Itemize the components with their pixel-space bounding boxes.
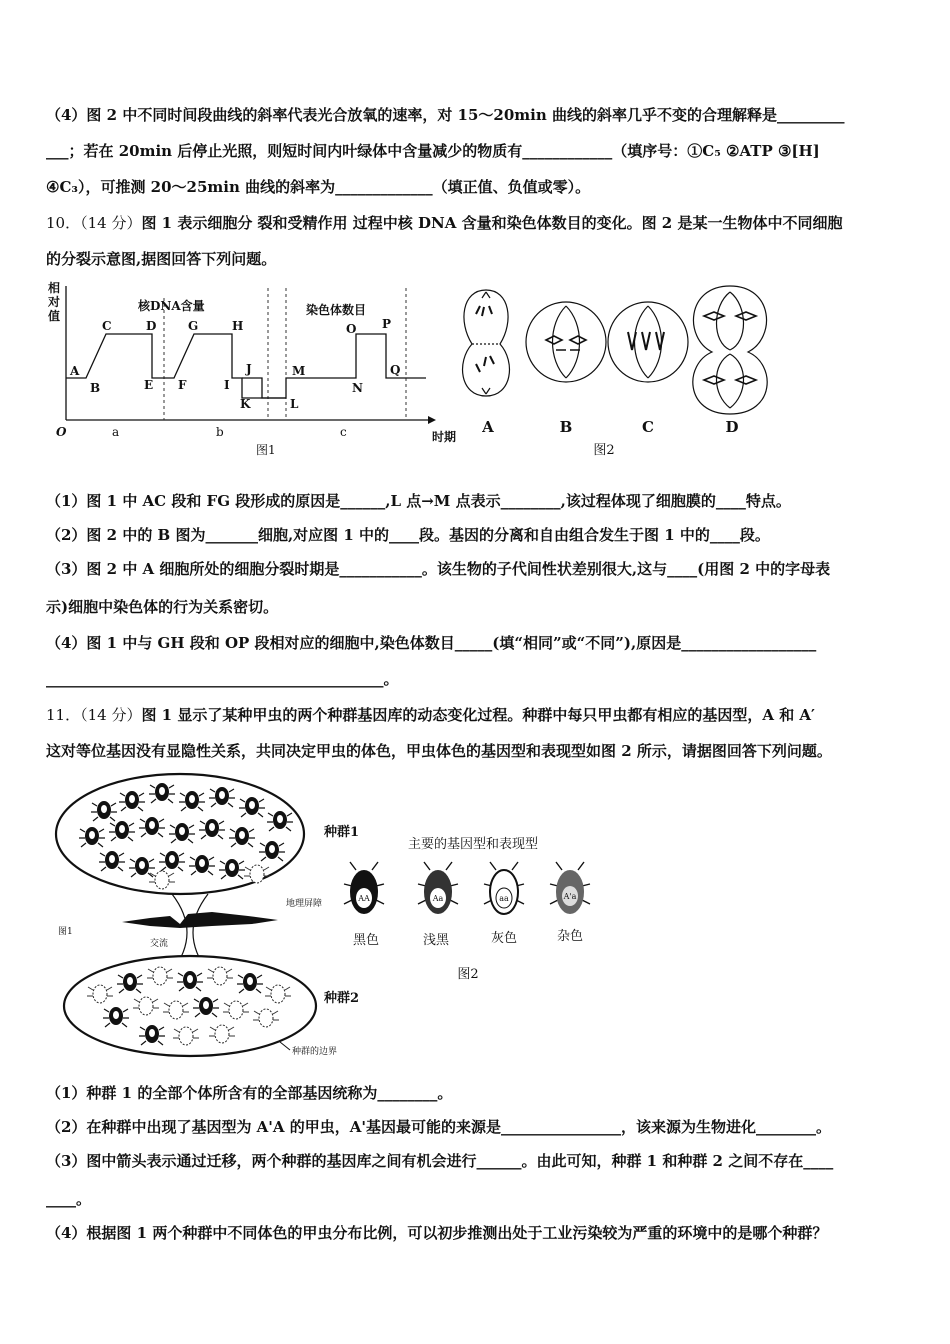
cell-B-label: B: [559, 418, 573, 436]
q11-sub-4: （4）根据图 1 两个种群中不同体色的甲虫分布比例，可以初步推测出处于工业污染较为严重的环境中的是哪个种群？: [46, 1224, 828, 1242]
point-L: L: [290, 397, 299, 411]
point-Q: Q: [390, 363, 401, 377]
beetle-Aprime-a: [550, 862, 590, 914]
point-P: P: [382, 317, 392, 331]
q10-sub-1: （1）图 1 中 AC 段和 FG 段形成的原因是______,L 点→M 点表示________,该过程体现了细胞膜的____特点。: [46, 492, 791, 510]
q10-stem-1: 图 1 表示细胞分 裂和受精作用 过程中核 DNA 含量和染色体数目的变化。图 2 是某一生物体中不同细胞: [141, 214, 843, 232]
q11-line-2: 这对等位基因没有显隐性关系，共同决定甲虫的体色，甲虫体色的基因型和表现型如图 2 所示，请据图回答下列问题。: [46, 742, 832, 760]
q10-sub-3b: 示)细胞中染色体的行为关系密切。: [46, 598, 279, 616]
q11-number: 11．（14 分）: [46, 706, 142, 724]
point-K: K: [240, 397, 251, 411]
point-J: J: [246, 362, 252, 376]
genotype-2: Aa: [432, 894, 444, 903]
population-border-label: 种群的边界: [292, 1047, 338, 1057]
x-axis-label: 时期: [432, 430, 457, 444]
cell-A-label: A: [482, 418, 494, 436]
cell-D-label: D: [725, 418, 739, 436]
q10-sub-2: （2）图 2 中的 B 图为_______细胞,对应图 1 中的____段。基因的分离和自由组合发生于图 1 中的____段。: [46, 526, 770, 544]
q11-sub-1: （1）种群 1 的全部个体所含有的全部基因统称为________。: [46, 1084, 453, 1102]
q11-stem-1: 图 1 显示了某种甲虫的两个种群基因库的动态变化过程。种群中每只甲虫都有相应的基因型，A 和 A′: [141, 706, 816, 724]
cell-A: [463, 290, 510, 396]
point-O: O: [346, 322, 357, 336]
y-label-1: 相: [48, 281, 61, 295]
q10-sub-4a: （4）图 1 中与 GH 段和 OP 段相对应的细胞中,染色体数目_____(填“相同”或“不同”),原因是__________________: [46, 634, 817, 652]
q9-line-3: ④C₃），可推测 20～25min 曲线的斜率为_____________（填正值、负值或零）。: [46, 178, 591, 196]
y-label-3: 值: [48, 309, 61, 323]
genotype-1: AA: [358, 894, 370, 903]
point-B: B: [90, 381, 101, 395]
genotype-3: aa: [499, 894, 509, 903]
population-1-label: 种群1: [324, 825, 360, 840]
point-H: H: [232, 319, 244, 333]
border-pointer: [280, 1042, 290, 1050]
q11-line-1: [46, 704, 916, 726]
genotype-4: A'a: [563, 892, 577, 901]
q10-number: 10．（14 分）: [46, 214, 142, 232]
label-dna-content: 核DNA含量: [138, 299, 205, 313]
q11-sub-3a: （3）图中箭头表示通过迁移，两个种群的基因库之间有机会进行______。由此可知，种群 1 和种群 2 之间不存在____: [46, 1152, 834, 1170]
point-D: D: [146, 319, 157, 333]
q10-line-2: 的分裂示意图,据图回答下列问题。: [46, 250, 277, 268]
q9-line-2: ___；若在 20min 后停止光照，则短时间内叶绿体中含量减少的物质有____________（填序号：①C₅ ②ATP ③[H]: [46, 142, 820, 160]
cell-D: [693, 286, 767, 414]
beetle-Aa: [418, 862, 458, 914]
cell-C-label: C: [642, 418, 654, 436]
beetle-aa: [484, 862, 524, 914]
figure-2-caption: 图2: [593, 443, 615, 458]
q10-figure-2: [452, 284, 782, 464]
point-A: A: [70, 364, 80, 378]
q10-figure-1: [40, 278, 470, 463]
point-F: F: [178, 378, 187, 392]
cell-C: [608, 302, 688, 382]
phenotype-3: 灰色: [490, 931, 518, 946]
phenotype-2: 浅黑: [422, 933, 450, 948]
q11-sub-2: （2）在种群中出现了基因型为 A'A 的甲虫，A'基因最可能的来源是________________，该来源为生物进化________。: [46, 1118, 831, 1136]
geographic-barrier: [122, 912, 278, 928]
q9-line-1: （4）图 2 中不同时间段曲线的斜率代表光合放氧的速率，对 15～20min 曲线的斜率几乎不变的合理解释是_________: [46, 106, 845, 124]
genotype-figure-title: 主要的基因型和表现型: [408, 837, 539, 852]
point-C: C: [102, 319, 112, 333]
stage-c: c: [340, 425, 347, 439]
stage-a: a: [112, 425, 120, 439]
label-chromosome-number: 染色体数目: [306, 303, 367, 317]
figure-1-caption: 图1: [256, 443, 276, 457]
q10-sub-3a: （3）图 2 中 A 细胞所处的细胞分裂时期是___________。该生物的子代间性状差别很大,这与____(用图 2 中的字母表: [46, 560, 831, 578]
point-E: E: [144, 378, 154, 392]
origin-label: O: [56, 425, 67, 439]
beetle-AA: [344, 862, 384, 914]
q10-line-1: [46, 212, 916, 234]
point-M: M: [292, 364, 306, 378]
q11-sub-3b: ____。: [46, 1190, 92, 1208]
figure-2-caption-q11: 图2: [457, 967, 479, 982]
y-label-2: 对: [48, 295, 61, 309]
population-2-label: 种群2: [324, 991, 360, 1006]
figure-1-label: 图1: [58, 927, 73, 937]
x-axis-arrow: [428, 416, 436, 424]
phenotype-1: 黑色: [352, 933, 380, 948]
barrier-label: 地理屏障: [286, 899, 323, 909]
point-I: I: [224, 378, 230, 392]
point-N: N: [352, 381, 363, 395]
q11-figure-2: [340, 834, 600, 984]
q10-sub-4b: _____________________________________________。: [46, 670, 399, 688]
phenotype-4: 杂色: [556, 929, 584, 944]
exchange-label: 交流: [150, 939, 169, 949]
point-G: G: [188, 319, 199, 333]
cell-B: [526, 302, 606, 382]
stage-b: b: [216, 425, 224, 439]
